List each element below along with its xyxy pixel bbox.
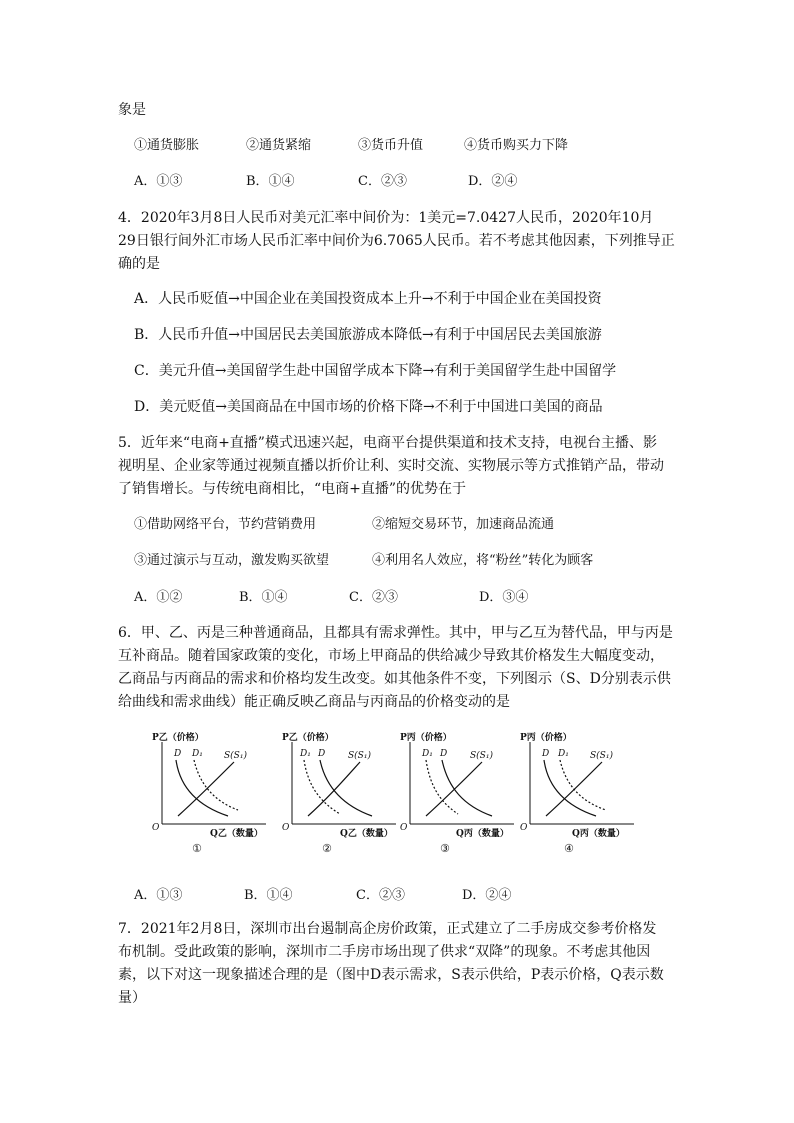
q5-item-3: ③通过演示与互动，激发购买欲望: [134, 553, 330, 568]
q7-stem-line-1: 7．2021年2月8日，深圳市出台遏制高企房价政策，正式建立了二手房成交参考价格发: [118, 921, 657, 937]
q4-stem-line-2: 29日银行间外汇市场人民币汇率中间价为6.7065人民币。若不考虑其他因素，下列推导正: [118, 233, 675, 249]
q5-stem-line-1: 5．近年来“电商+直播”模式迅速兴起，电商平台提供渠道和技术支持，电视台主播、影: [118, 435, 657, 451]
q6-graph-3-svg: [396, 728, 526, 858]
s-label: S(S₁): [590, 751, 613, 761]
q3-choice-a[interactable]: A．①③: [134, 174, 183, 189]
q6-graph-2-svg: [278, 728, 408, 858]
q5-stem-line-3: 了销售增长。与传统电商相比，“电商+直播”的优势在于: [118, 481, 467, 497]
q6-stem-line-1: 6．甲、乙、丙是三种普通商品，且都具有需求弹性。其中，甲与乙互为替代品，甲与丙是: [118, 625, 673, 641]
supply-curve: [178, 762, 234, 816]
demand-curve-d: [442, 760, 492, 816]
q4-option-c[interactable]: C．美元升值→美国留学生赴中国留学成本下降→有利于美国留学生赴中国留学: [134, 363, 617, 379]
s-label: S(S₁): [470, 751, 493, 761]
d1-label: D₁: [192, 749, 203, 759]
graph-number: ③: [440, 842, 450, 855]
d1-label: D₁: [300, 749, 311, 759]
q4-option-d[interactable]: D．美元贬值→美国商品在中国市场的价格下降→不利于中国进口美国的商品: [134, 399, 603, 415]
d-label: D: [440, 749, 448, 759]
q3-item-2: ②通货紧缩: [246, 138, 312, 153]
graph-number: ①: [192, 842, 202, 855]
d1-label: D₁: [558, 749, 569, 759]
q6-graph-4: [516, 728, 646, 858]
d1-label: D₁: [422, 749, 433, 759]
demand-curve-d: [320, 760, 372, 816]
supply-curve: [426, 762, 482, 816]
q3-choice-c[interactable]: C．②③: [358, 174, 407, 189]
q3-choice-d[interactable]: D．②④: [468, 174, 518, 189]
q3-stem-tail: 象是: [118, 102, 146, 118]
graph-number: ②: [322, 842, 332, 855]
q4-stem-line-3: 确的是: [118, 256, 160, 272]
q7-stem-line-4: 量）: [118, 990, 146, 1006]
q6-graph-4-svg: [516, 728, 646, 858]
q5-stem-line-2: 视明星、企业家等通过视频直播以折价让利、实时交流、实物展示等方式推销产品，带动: [118, 458, 664, 474]
q6-choice-a[interactable]: A．①③: [134, 888, 183, 903]
demand-curve-d: [544, 760, 596, 816]
q6-stem-line-2: 互补商品。随着国家政策的变化，市场上甲商品的供给减少导致其价格发生大幅度变动，: [118, 648, 664, 664]
supply-curve: [308, 762, 360, 816]
y-axis-label: P丙（价格）: [520, 733, 572, 743]
q6-graph-2: [278, 728, 408, 858]
y-axis-label: P丙（价格）: [400, 733, 452, 743]
x-axis-label: Q乙（数量）: [210, 829, 263, 839]
q5-choice-b[interactable]: B．①④: [239, 590, 288, 605]
supply-curve: [546, 762, 602, 816]
q5-choice-c[interactable]: C．②③: [349, 590, 398, 605]
q3-item-1: ①通货膨胀: [134, 138, 200, 153]
q6-choice-d[interactable]: D．②④: [462, 888, 512, 903]
demand-curve-d1: [560, 760, 606, 810]
q3-item-4: ④货币购买力下降: [464, 138, 569, 153]
q5-item-4: ④利用名人效应，将“粉丝”转化为顾客: [372, 553, 594, 568]
q5-choice-d[interactable]: D．③④: [479, 590, 529, 605]
y-axis-label: P乙（价格）: [282, 733, 334, 743]
y-axis-label: P乙（价格）: [152, 733, 204, 743]
q6-graph-3: [396, 728, 526, 858]
graph-number: ④: [564, 842, 574, 855]
d-label: D: [542, 749, 550, 759]
d-label: D: [174, 749, 182, 759]
q4-stem-line-1: 4．2020年3月8日人民币对美元汇率中间价为：1美元=7.0427人民币，2020年10月: [118, 210, 654, 226]
q4-option-b[interactable]: B．人民币升值→中国居民去美国旅游成本降低→有利于中国居民去美国旅游: [134, 327, 602, 343]
x-axis-label: Q丙（数量）: [572, 829, 625, 839]
q6-choice-b[interactable]: B．①④: [244, 888, 293, 903]
origin-label: O: [152, 823, 160, 833]
demand-curve-d: [176, 760, 228, 816]
origin-label: O: [520, 823, 528, 833]
origin-label: O: [282, 823, 290, 833]
x-axis-label: Q丙（数量）: [456, 829, 509, 839]
q7-stem-line-2: 布机制。受此政策的影响，深圳市二手房市场出现了供求“双降”的现象。不考虑其他因: [118, 944, 651, 960]
s-label: S(S₁): [348, 751, 371, 761]
q5-item-1: ①借助网络平台，节约营销费用: [134, 517, 317, 532]
q7-stem-line-3: 素，以下对这一现象描述合理的是（图中D表示需求，S表示供给，P表示价格，Q表示数: [118, 967, 664, 983]
q5-item-2: ②缩短交易环节，加速商品流通: [372, 517, 555, 532]
origin-label: O: [400, 823, 408, 833]
q6-choice-c[interactable]: C．②③: [356, 888, 405, 903]
q6-graph-1: [148, 728, 278, 858]
q6-stem-line-3: 乙商品与丙商品的需求和价格均发生改变。如其他条件不变，下列图示（S、D分别表示供: [118, 671, 671, 687]
q5-choice-a[interactable]: A．①②: [134, 590, 183, 605]
s-label: S(S₁): [224, 751, 247, 761]
x-axis-label: Q乙（数量）: [340, 829, 393, 839]
q6-graph-1-svg: [148, 728, 278, 858]
q3-item-3: ③货币升值: [358, 138, 424, 153]
q6-stem-line-4: 给曲线和需求曲线）能正确反映乙商品与丙商品的价格变动的是: [118, 694, 510, 710]
q4-option-a[interactable]: A．人民币贬值→中国企业在美国投资成本上升→不利于中国企业在美国投资: [134, 291, 602, 307]
q3-choice-b[interactable]: B．①④: [246, 174, 295, 189]
d-label: D: [318, 749, 326, 759]
